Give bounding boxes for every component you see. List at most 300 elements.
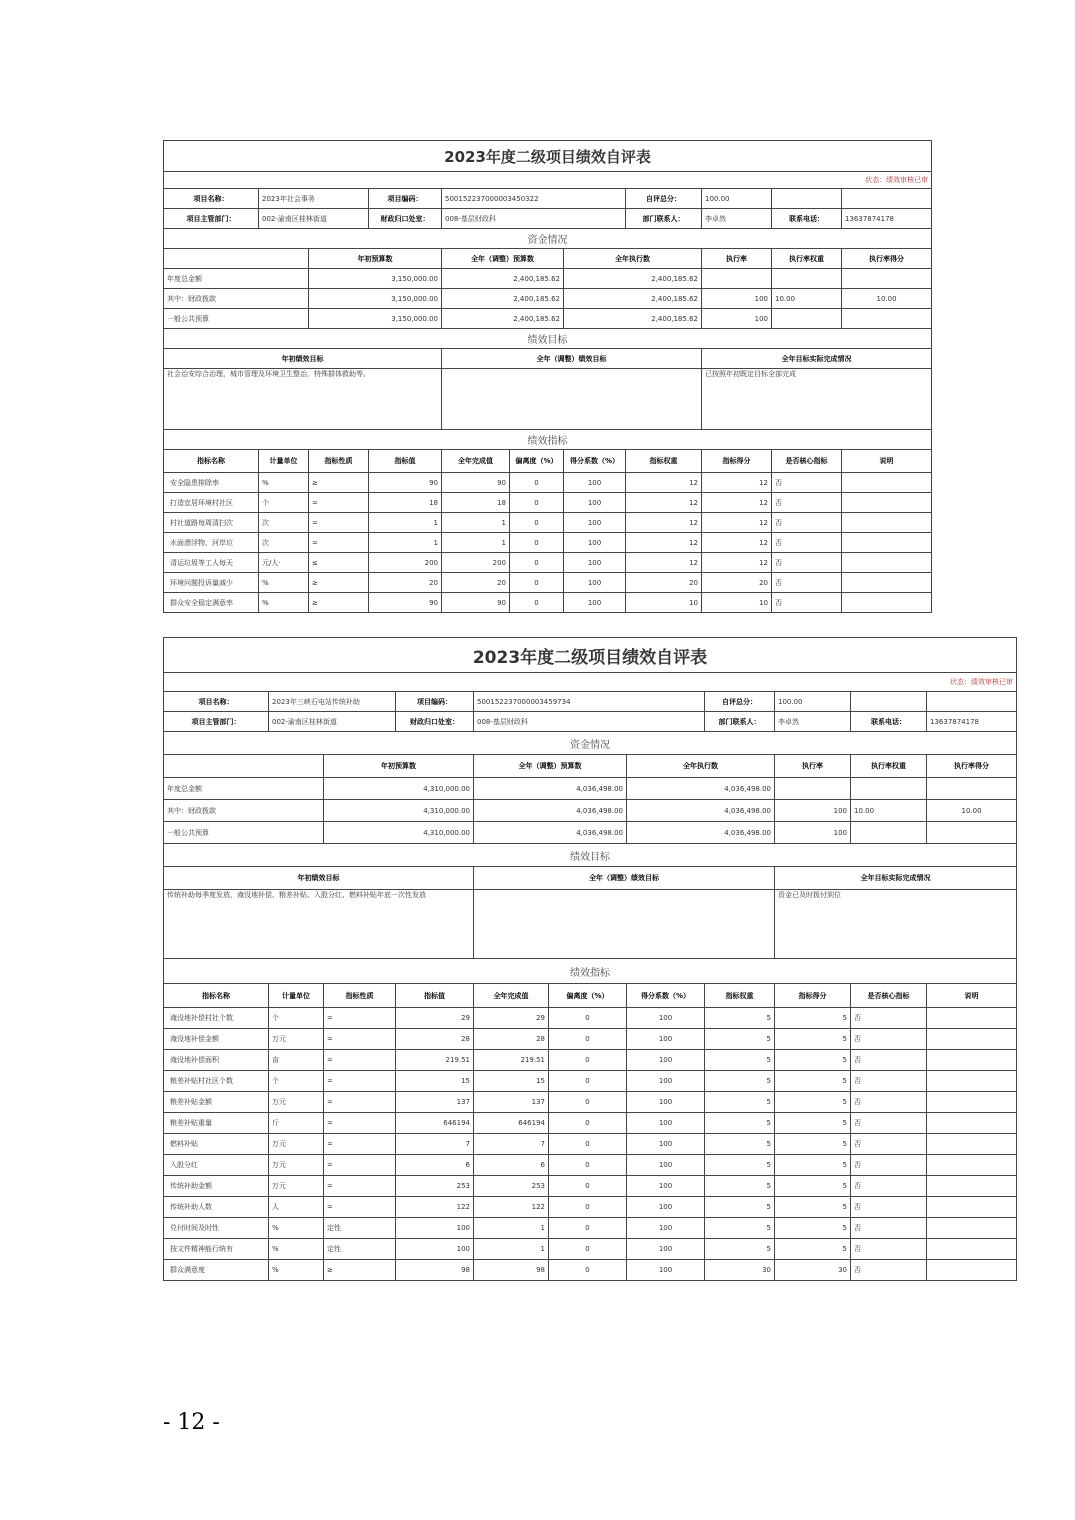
indicator-cell: ≥ <box>309 473 369 493</box>
indicator-cell: 5 <box>775 1218 851 1239</box>
project-name-value: 2023年三峡石电站传统补助 <box>269 692 396 712</box>
indicator-cell: 20 <box>702 573 772 593</box>
indicator-cell: 219.51 <box>474 1050 549 1071</box>
finance-value: 008-基层财政科 <box>442 209 626 229</box>
indicator-cell: 7 <box>396 1134 474 1155</box>
indicator-cell: ≤ <box>309 553 369 573</box>
indicator-cell: 1 <box>442 533 510 553</box>
indicator-row <box>164 1176 1017 1197</box>
indicator-header-cell: 指标性质 <box>309 450 369 473</box>
indicator-row <box>164 1134 1017 1155</box>
indicator-cell: 253 <box>396 1176 474 1197</box>
indicator-cell: = <box>324 1176 396 1197</box>
indicator-cell: = <box>324 1071 396 1092</box>
indicator-cell: = <box>309 493 369 513</box>
indicator-cell: 200 <box>442 553 510 573</box>
indicator-cell: 12 <box>702 513 772 533</box>
fund-cell: 10.00 <box>842 289 932 309</box>
fund-row <box>164 822 1017 844</box>
fund-header-cell: 全年执行数 <box>627 755 775 778</box>
indicator-cell: 12 <box>702 493 772 513</box>
indicator-cell: 否 <box>851 1239 927 1260</box>
fund-row <box>164 289 932 309</box>
indicator-cell: 12 <box>702 533 772 553</box>
indicator-cell: 万元 <box>269 1029 324 1050</box>
fund-cell: 4,036,498.00 <box>474 800 627 822</box>
indicator-cell: 5 <box>705 1008 775 1029</box>
indicator-cell: 5 <box>775 1029 851 1050</box>
indicator-cell: 0 <box>549 1008 627 1029</box>
indicator-cell: 水面漂浮物、河岸垃 <box>164 533 259 553</box>
indicator-cell: 5 <box>775 1134 851 1155</box>
indicator-cell: 5 <box>775 1050 851 1071</box>
indicator-cell: = <box>324 1113 396 1134</box>
indicator-cell: 98 <box>396 1260 474 1281</box>
indicator-header-cell: 计量单位 <box>269 984 324 1008</box>
project-code-value: 500152237000003450322 <box>442 189 626 209</box>
indicator-header-cell: 指标值 <box>369 450 442 473</box>
fund-cell: 4,036,498.00 <box>627 778 775 800</box>
indicator-cell: = <box>309 533 369 553</box>
indicator-cell: 646194 <box>396 1113 474 1134</box>
indicator-row <box>164 1092 1017 1113</box>
fund-row <box>164 800 1017 822</box>
indicator-cell: 次 <box>259 513 309 533</box>
indicator-cell: 122 <box>396 1197 474 1218</box>
indicator-header-cell: 全年完成值 <box>442 450 510 473</box>
project-name-label: 项目名称： <box>164 692 269 712</box>
form-1 <box>163 140 931 613</box>
indicator-row <box>164 1050 1017 1071</box>
indicator-cell: 按文件精神能行统有 <box>164 1239 269 1260</box>
indicator-cell: 100 <box>627 1113 705 1134</box>
goal-header-cell: 年初绩效目标 <box>164 349 442 369</box>
indicator-rows <box>164 1008 1017 1281</box>
indicator-cell: 0 <box>510 473 564 493</box>
indicator-cell: 100 <box>627 1239 705 1260</box>
fund-cell: 2,400,185.62 <box>564 269 702 289</box>
indicator-cell: 群众安全稳定满意率 <box>164 593 259 613</box>
indicator-cell <box>927 1050 1017 1071</box>
indicator-cell: 12 <box>702 473 772 493</box>
indicator-cell: 29 <box>474 1008 549 1029</box>
goal-text <box>474 890 775 959</box>
goal-text: 传统补助每季度发放，淹没地补偿、粮差补贴、入股分红、燃料补贴年底一次性发放 <box>164 890 474 959</box>
indicator-cell: 100 <box>627 1155 705 1176</box>
indicator-header-cell: 偏离度（%） <box>549 984 627 1008</box>
fund-cell: 10.00 <box>927 800 1017 822</box>
indicator-cell: 90 <box>369 593 442 613</box>
fund-cell: 4,036,498.00 <box>474 778 627 800</box>
indicator-cell: 个 <box>259 493 309 513</box>
indicator-cell: 否 <box>851 1176 927 1197</box>
indicator-cell: 98 <box>474 1260 549 1281</box>
fund-header-cell <box>164 249 309 269</box>
indicator-cell <box>842 593 932 613</box>
indicator-cell: 0 <box>549 1092 627 1113</box>
indicator-header-cell: 得分系数（%） <box>627 984 705 1008</box>
indicator-row <box>164 553 932 573</box>
indicator-cell: 传统补助人数 <box>164 1197 269 1218</box>
indicator-cell: 200 <box>369 553 442 573</box>
fund-cell: 2,400,185.62 <box>442 289 564 309</box>
indicator-cell: 646194 <box>474 1113 549 1134</box>
fund-cell: 100 <box>775 822 851 844</box>
indicator-cell: 1 <box>442 513 510 533</box>
form-title: 2023年度二级项目绩效自评表 <box>164 638 1017 673</box>
indicator-cell <box>842 513 932 533</box>
fund-header-cell: 全年执行数 <box>564 249 702 269</box>
indicator-cell: 12 <box>626 513 702 533</box>
indicator-cell: = <box>324 1050 396 1071</box>
indicator-cell: 万元 <box>269 1134 324 1155</box>
indicator-cell: 1 <box>369 513 442 533</box>
indicator-row <box>164 573 932 593</box>
indicator-cell: 万元 <box>269 1155 324 1176</box>
fund-cell: 3,150,000.00 <box>309 289 442 309</box>
fund-cell <box>772 269 842 289</box>
indicator-cell: 0 <box>549 1134 627 1155</box>
indicator-cell: 100 <box>396 1218 474 1239</box>
indicator-cell: 20 <box>626 573 702 593</box>
indicator-header-cell: 指标性质 <box>324 984 396 1008</box>
fund-cell <box>927 778 1017 800</box>
indicator-cell: 0 <box>510 593 564 613</box>
indicator-cell: 清运垃圾等工人每天 <box>164 553 259 573</box>
indicator-cell <box>927 1113 1017 1134</box>
fund-cell: 2,400,185.62 <box>564 309 702 329</box>
indicator-cell: 6 <box>474 1155 549 1176</box>
indicator-cell: ≥ <box>309 593 369 613</box>
indicator-cell: 18 <box>442 493 510 513</box>
indicator-cell: 100 <box>627 1197 705 1218</box>
fund-header-cell: 执行率得分 <box>842 249 932 269</box>
fund-cell: 年度总金额 <box>164 778 324 800</box>
indicator-cell: 5 <box>705 1176 775 1197</box>
indicator-cell <box>927 1092 1017 1113</box>
fund-header-cell: 执行率得分 <box>927 755 1017 778</box>
indicator-row <box>164 593 932 613</box>
fund-cell: 一般公共预算 <box>164 309 309 329</box>
dept-value: 002-渝南区桂林街道 <box>259 209 369 229</box>
empty-cell <box>851 692 927 712</box>
finance-label: 财政归口处室： <box>396 712 474 732</box>
indicator-cell: 15 <box>396 1071 474 1092</box>
indicator-cell: 100 <box>627 1050 705 1071</box>
indicator-header-cell: 指标名称 <box>164 450 259 473</box>
project-name-value: 2023年社会事务 <box>259 189 369 209</box>
phone-value: 13637874178 <box>927 712 1017 732</box>
indicator-cell: 否 <box>851 1113 927 1134</box>
indicator-cell: 次 <box>259 533 309 553</box>
indicator-cell: 100 <box>564 553 626 573</box>
indicator-cell: 环境问题投诉量减少 <box>164 573 259 593</box>
indicator-header-cell: 指标值 <box>396 984 474 1008</box>
fund-header-cell: 年初预算数 <box>324 755 474 778</box>
indicator-cell <box>927 1008 1017 1029</box>
indicator-header-cell: 计量单位 <box>259 450 309 473</box>
fund-cell: 3,150,000.00 <box>309 309 442 329</box>
indicator-cell: 否 <box>851 1029 927 1050</box>
fund-cell: 年度总金额 <box>164 269 309 289</box>
goal-section-title: 绩效目标 <box>164 329 932 349</box>
indicator-cell: 137 <box>396 1092 474 1113</box>
empty-cell <box>842 189 932 209</box>
indicator-cell: 否 <box>772 493 842 513</box>
indicator-cell: 5 <box>705 1092 775 1113</box>
indicator-cell: % <box>259 573 309 593</box>
fund-cell: 2,400,185.62 <box>442 269 564 289</box>
indicator-cell: 燃料补贴 <box>164 1134 269 1155</box>
fund-header-cell: 执行率 <box>775 755 851 778</box>
indicator-cell: = <box>324 1155 396 1176</box>
indicator-cell: 5 <box>775 1176 851 1197</box>
goal-text: 社会治安综合治理，城市管理及环境卫生整治，特殊群体救助等。 <box>164 369 442 430</box>
indicator-cell: 5 <box>775 1008 851 1029</box>
indicator-header-cell: 指标名称 <box>164 984 269 1008</box>
indicator-cell: 亩 <box>269 1050 324 1071</box>
indicator-cell: 0 <box>549 1071 627 1092</box>
indicator-cell <box>842 493 932 513</box>
indicator-header-cell: 全年完成值 <box>474 984 549 1008</box>
indicator-cell: 100 <box>396 1239 474 1260</box>
fund-cell: 4,036,498.00 <box>627 822 775 844</box>
fund-cell <box>851 778 927 800</box>
fund-cell: 10.00 <box>851 800 927 822</box>
indicator-cell <box>927 1239 1017 1260</box>
indicator-cell: 20 <box>442 573 510 593</box>
indicator-row <box>164 473 932 493</box>
indicator-cell: 否 <box>851 1155 927 1176</box>
indicator-cell: 12 <box>626 553 702 573</box>
indicator-cell: 粮差补贴金额 <box>164 1092 269 1113</box>
fund-cell: 100 <box>702 289 772 309</box>
indicator-cell: 否 <box>772 593 842 613</box>
fund-cell: 其中：财政拨款 <box>164 289 309 309</box>
indicator-cell: 否 <box>851 1260 927 1281</box>
contact-label: 部门联系人： <box>705 712 775 732</box>
project-name-label: 项目名称： <box>164 189 259 209</box>
indicator-cell: 否 <box>772 533 842 553</box>
indicator-cell: 0 <box>549 1239 627 1260</box>
indicator-section-title: 绩效指标 <box>164 959 1017 984</box>
indicator-cell: 0 <box>549 1113 627 1134</box>
fund-cell: 4,310,000.00 <box>324 800 474 822</box>
fund-cell <box>842 309 932 329</box>
indicator-cell: 个 <box>269 1071 324 1092</box>
indicator-row <box>164 1008 1017 1029</box>
indicator-cell: 5 <box>775 1092 851 1113</box>
goal-header-cell: 全年（调整）绩效目标 <box>442 349 702 369</box>
indicator-cell: 否 <box>851 1218 927 1239</box>
project-code-label: 项目编码： <box>369 189 442 209</box>
indicator-cell: 0 <box>549 1029 627 1050</box>
goal-header-cell: 全年目标实际完成情况 <box>775 867 1017 890</box>
indicator-cell: 定性 <box>324 1218 396 1239</box>
indicator-cell: 0 <box>549 1218 627 1239</box>
indicator-cell: 0 <box>510 553 564 573</box>
indicator-cell <box>842 473 932 493</box>
indicator-cell: 否 <box>851 1092 927 1113</box>
fund-cell <box>851 822 927 844</box>
indicator-cell: 30 <box>705 1260 775 1281</box>
fund-cell: 3,150,000.00 <box>309 269 442 289</box>
goal-text: 已按照年初既定目标全部完成 <box>702 369 932 430</box>
fund-cell: 100 <box>702 309 772 329</box>
indicator-cell: 100 <box>627 1260 705 1281</box>
indicator-cell: 7 <box>474 1134 549 1155</box>
indicator-cell: 否 <box>851 1050 927 1071</box>
indicator-cell: ≥ <box>324 1260 396 1281</box>
indicator-cell: 5 <box>705 1197 775 1218</box>
indicator-cell: = <box>324 1092 396 1113</box>
indicator-row <box>164 1239 1017 1260</box>
fund-cell: 100 <box>775 800 851 822</box>
indicator-cell: = <box>309 513 369 533</box>
indicator-row <box>164 1218 1017 1239</box>
indicator-cell: 20 <box>369 573 442 593</box>
goal-text: 资金已及时拨付到位 <box>775 890 1017 959</box>
fund-cell: 2,400,185.62 <box>442 309 564 329</box>
form-2 <box>163 637 1016 1281</box>
fund-cell <box>772 309 842 329</box>
indicator-cell: 淹没地补偿金额 <box>164 1029 269 1050</box>
fund-row <box>164 269 932 289</box>
indicator-cell: 否 <box>851 1197 927 1218</box>
indicator-cell: 12 <box>626 493 702 513</box>
indicator-cell <box>927 1176 1017 1197</box>
indicator-cell: 90 <box>369 473 442 493</box>
indicator-cell: 219.51 <box>396 1050 474 1071</box>
indicator-cell <box>927 1260 1017 1281</box>
finance-value: 008-基层财政科 <box>474 712 705 732</box>
indicator-row <box>164 1197 1017 1218</box>
indicator-cell: 137 <box>474 1092 549 1113</box>
indicator-cell: = <box>324 1008 396 1029</box>
indicator-header-cell: 指标权重 <box>705 984 775 1008</box>
indicator-cell: 0 <box>549 1155 627 1176</box>
project-code-label: 项目编码： <box>396 692 474 712</box>
indicator-cell <box>927 1197 1017 1218</box>
fund-section-title: 资金情况 <box>164 229 932 249</box>
indicator-cell: 12 <box>626 473 702 493</box>
indicator-section-title: 绩效指标 <box>164 430 932 450</box>
indicator-cell: 90 <box>442 593 510 613</box>
indicator-cell: 5 <box>705 1239 775 1260</box>
indicator-cell: 5 <box>705 1029 775 1050</box>
indicator-cell: = <box>324 1197 396 1218</box>
form-2-table <box>163 637 1017 1281</box>
indicator-header-cell: 说明 <box>842 450 932 473</box>
indicator-cell <box>842 573 932 593</box>
fund-section-title: 资金情况 <box>164 732 1017 755</box>
indicator-cell: 10 <box>626 593 702 613</box>
indicator-header-row <box>164 984 1017 1008</box>
indicator-cell: = <box>324 1029 396 1050</box>
indicator-header-cell: 是否核心指标 <box>772 450 842 473</box>
indicator-cell <box>842 533 932 553</box>
fund-header-cell: 全年（调整）预算数 <box>442 249 564 269</box>
indicator-cell: 否 <box>772 473 842 493</box>
indicator-cell: 1 <box>474 1239 549 1260</box>
indicator-cell: 打造宜居环境村社区 <box>164 493 259 513</box>
indicator-cell: 12 <box>626 533 702 553</box>
indicator-cell: 定性 <box>324 1239 396 1260</box>
indicator-cell: 5 <box>705 1050 775 1071</box>
indicator-cell: 90 <box>442 473 510 493</box>
indicator-cell: 18 <box>369 493 442 513</box>
indicator-header-cell: 是否核心指标 <box>851 984 927 1008</box>
finance-label: 财政归口处室： <box>369 209 442 229</box>
indicator-cell: 0 <box>510 513 564 533</box>
goal-header-cell: 全年目标实际完成情况 <box>702 349 932 369</box>
form-1-table <box>163 140 932 613</box>
indicator-cell: 5 <box>775 1113 851 1134</box>
indicator-cell: 群众满意度 <box>164 1260 269 1281</box>
indicator-cell: 29 <box>396 1008 474 1029</box>
fund-cell <box>842 269 932 289</box>
indicator-cell: 万元 <box>269 1176 324 1197</box>
indicator-cell: 安全隐患排除率 <box>164 473 259 493</box>
contact-value: 李卓然 <box>702 209 772 229</box>
indicator-cell: 否 <box>772 553 842 573</box>
empty-cell <box>772 189 842 209</box>
indicator-row <box>164 1113 1017 1134</box>
indicator-cell: 1 <box>474 1218 549 1239</box>
indicator-cell: 100 <box>564 593 626 613</box>
indicator-cell: 淹没地补偿面积 <box>164 1050 269 1071</box>
indicator-cell: 0 <box>510 493 564 513</box>
goal-header-cell: 年初绩效目标 <box>164 867 474 890</box>
phone-label: 联系电话： <box>772 209 842 229</box>
indicator-cell: 0 <box>549 1050 627 1071</box>
indicator-cell: 100 <box>564 513 626 533</box>
fund-header-cell: 执行率权重 <box>851 755 927 778</box>
indicator-cell: 15 <box>474 1071 549 1092</box>
contact-value: 李卓然 <box>775 712 851 732</box>
status-text: 状态：绩效审核已审 <box>164 172 932 189</box>
indicator-cell: 100 <box>564 573 626 593</box>
contact-label: 部门联系人： <box>626 209 702 229</box>
indicator-row <box>164 513 932 533</box>
indicator-header-cell: 指标得分 <box>775 984 851 1008</box>
fund-cell: 2,400,185.62 <box>564 289 702 309</box>
indicator-cell: 100 <box>627 1218 705 1239</box>
phone-label: 联系电话： <box>851 712 927 732</box>
fund-cell: 10.00 <box>772 289 842 309</box>
indicator-cell: 5 <box>705 1134 775 1155</box>
fund-header-cell <box>164 755 324 778</box>
indicator-cell: 传统补助金额 <box>164 1176 269 1197</box>
indicator-cell: 5 <box>705 1218 775 1239</box>
indicator-cell: 0 <box>549 1260 627 1281</box>
indicator-header-cell: 指标权重 <box>626 450 702 473</box>
project-code-value: 500152237000003459734 <box>474 692 705 712</box>
indicator-cell: 100 <box>627 1176 705 1197</box>
indicator-cell: 入股分红 <box>164 1155 269 1176</box>
indicator-cell: 5 <box>705 1071 775 1092</box>
indicator-cell: 122 <box>474 1197 549 1218</box>
indicator-row <box>164 1155 1017 1176</box>
dept-value: 002-渝南区桂林街道 <box>269 712 396 732</box>
indicator-row <box>164 533 932 553</box>
fund-header-cell: 全年（调整）预算数 <box>474 755 627 778</box>
fund-cell: 一般公共预算 <box>164 822 324 844</box>
indicator-cell: 100 <box>564 533 626 553</box>
page-number: - 12 - <box>163 1410 220 1435</box>
indicator-header-cell: 偏离度（%） <box>510 450 564 473</box>
indicator-cell: 100 <box>627 1008 705 1029</box>
